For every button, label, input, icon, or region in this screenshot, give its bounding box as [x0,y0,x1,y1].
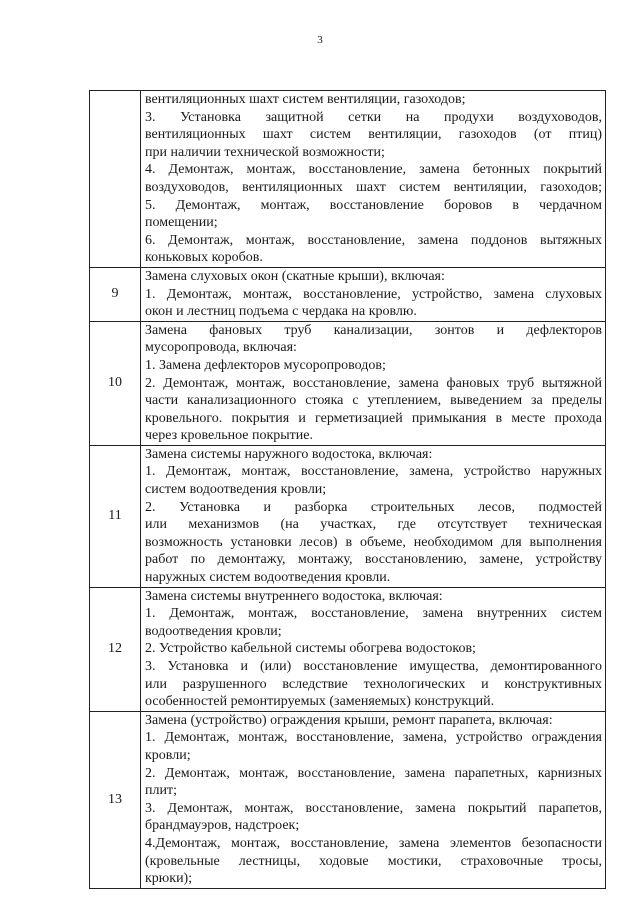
description-line: вентиляционных шахт систем вентиляции, газоходов; [145,92,466,107]
description-line: через кровельное покрытие. [145,428,313,444]
page-number: 3 [317,34,323,46]
description-line: части канализационного стояка с утеплением, выведением за пределы [145,393,602,409]
description-line: кровли; [145,747,191,763]
description-line: плит; [145,783,177,799]
description-line: Замена слуховых окон (скатные крыши), включая: [145,268,445,284]
table-row [90,91,606,268]
work-description [141,711,606,888]
description-line: Замена системы внутреннего водостока, включая: [145,588,443,604]
row-number: 10 [90,321,141,445]
work-description [141,321,606,445]
description-line: 1. Демонтаж, монтаж, восстановление, замена, устройство наружных [145,464,602,480]
description-line: особенностей ремонтируемых (заменяемых) конструкций. [145,694,495,710]
description-line: 4. Демонтаж, монтаж, восстановление, замена бетонных покрытий [145,162,602,178]
description-line: окон и лестниц подъема с чердака на кровлю. [145,304,417,320]
description-line: наружных систем водоотведения кровли. [145,570,391,586]
description-line: 4.Демонтаж, монтаж, восстановление, замена элементов безопасности [145,835,602,851]
row-number: 11 [90,445,141,587]
description-line: 5. Демонтаж, монтаж, восстановление боровов в чердачном [145,197,602,213]
table-row [90,267,606,321]
works-table-body [90,91,606,889]
description-line: коньковых коробов. [145,250,263,266]
description-line: систем водоотведения кровли; [145,482,327,498]
row-number: 13 [90,711,141,888]
description-line: воздуховодов, вентиляционных шахт систем вентиляции, газоходов; [145,179,602,195]
description-line: вентиляционных шахт систем вентиляции, газоходов (от птиц) [145,127,602,143]
row-number: 12 [90,587,141,711]
description-line: работ по демонтажу, монтажу, восстановлению, замене, устройству [145,552,602,568]
description-line: 1. Демонтаж, монтаж, восстановление, замена внутренних систем [145,606,602,622]
works-table [89,90,606,889]
description-line: 3. Установка и (или) восстановление имущества, демонтированного [145,659,602,674]
description-line: 2. Демонтаж, монтаж, восстановление, замена парапетных, карнизных [145,765,602,781]
description-line: 2. Демонтаж, монтаж, восстановление, замена фановых труб вытяжной [145,375,602,391]
description-line: кровельного. покрытия и герметизацией примыкания в месте прохода [145,410,602,426]
table-row [90,445,606,587]
description-line: помещении; [145,215,218,231]
description-line: Замена фановых труб канализации, зонтов и дефлекторов [145,322,602,338]
work-description [141,445,606,587]
description-line: водоотведения кровли; [145,623,282,639]
table-row [90,711,606,888]
description-line: или механизмов (на участках, где отсутствует техническая [145,517,602,533]
description-line: 3. Установка защитной сетки на продухи воздуховодов, [145,109,602,125]
description-line: крюки); [145,871,193,887]
row-number: 9 [90,267,141,321]
row-number [90,91,141,268]
description-line: 1. Замена дефлекторов мусоропроводов; [145,357,386,373]
description-line: или разрушенного вследствие технологических и конструктивных [145,676,602,692]
description-line: мусоропровода, включая: [145,340,297,356]
table-row [90,321,606,445]
description-line: 6. Демонтаж, монтаж, восстановление, замена поддонов вытяжных [145,232,602,248]
description-line: 2. Устройство кабельной системы обогрева водостоков; [145,641,476,657]
description-line: при наличии технической возможности; [145,144,385,160]
description-line: 1. Демонтаж, монтаж, восстановление, замена, устройство ограждения [145,730,602,746]
description-line: брандмауэров, надстроек; [145,818,300,834]
work-description [141,267,606,321]
table-row [90,587,606,711]
description-line: (кровельные лестницы, ходовые мостики, страховочные тросы, [145,853,602,869]
description-line: 3. Демонтаж, монтаж, восстановление, замена покрытий парапетов, [145,800,602,816]
work-description [141,587,606,711]
description-line: Замена системы наружного водостока, включая: [145,446,433,462]
description-line: возможность установки лесов) в объеме, необходимом для выполнения [145,534,602,550]
description-line: 2. Установка и разборка строительных лесов, подмостей [145,499,602,515]
work-description [141,91,606,268]
description-line: 1. Демонтаж, монтаж, восстановление, устройство, замена слуховых [145,286,602,302]
description-line: Замена (устройство) ограждения крыши, ремонт парапета, включая: [145,712,553,728]
